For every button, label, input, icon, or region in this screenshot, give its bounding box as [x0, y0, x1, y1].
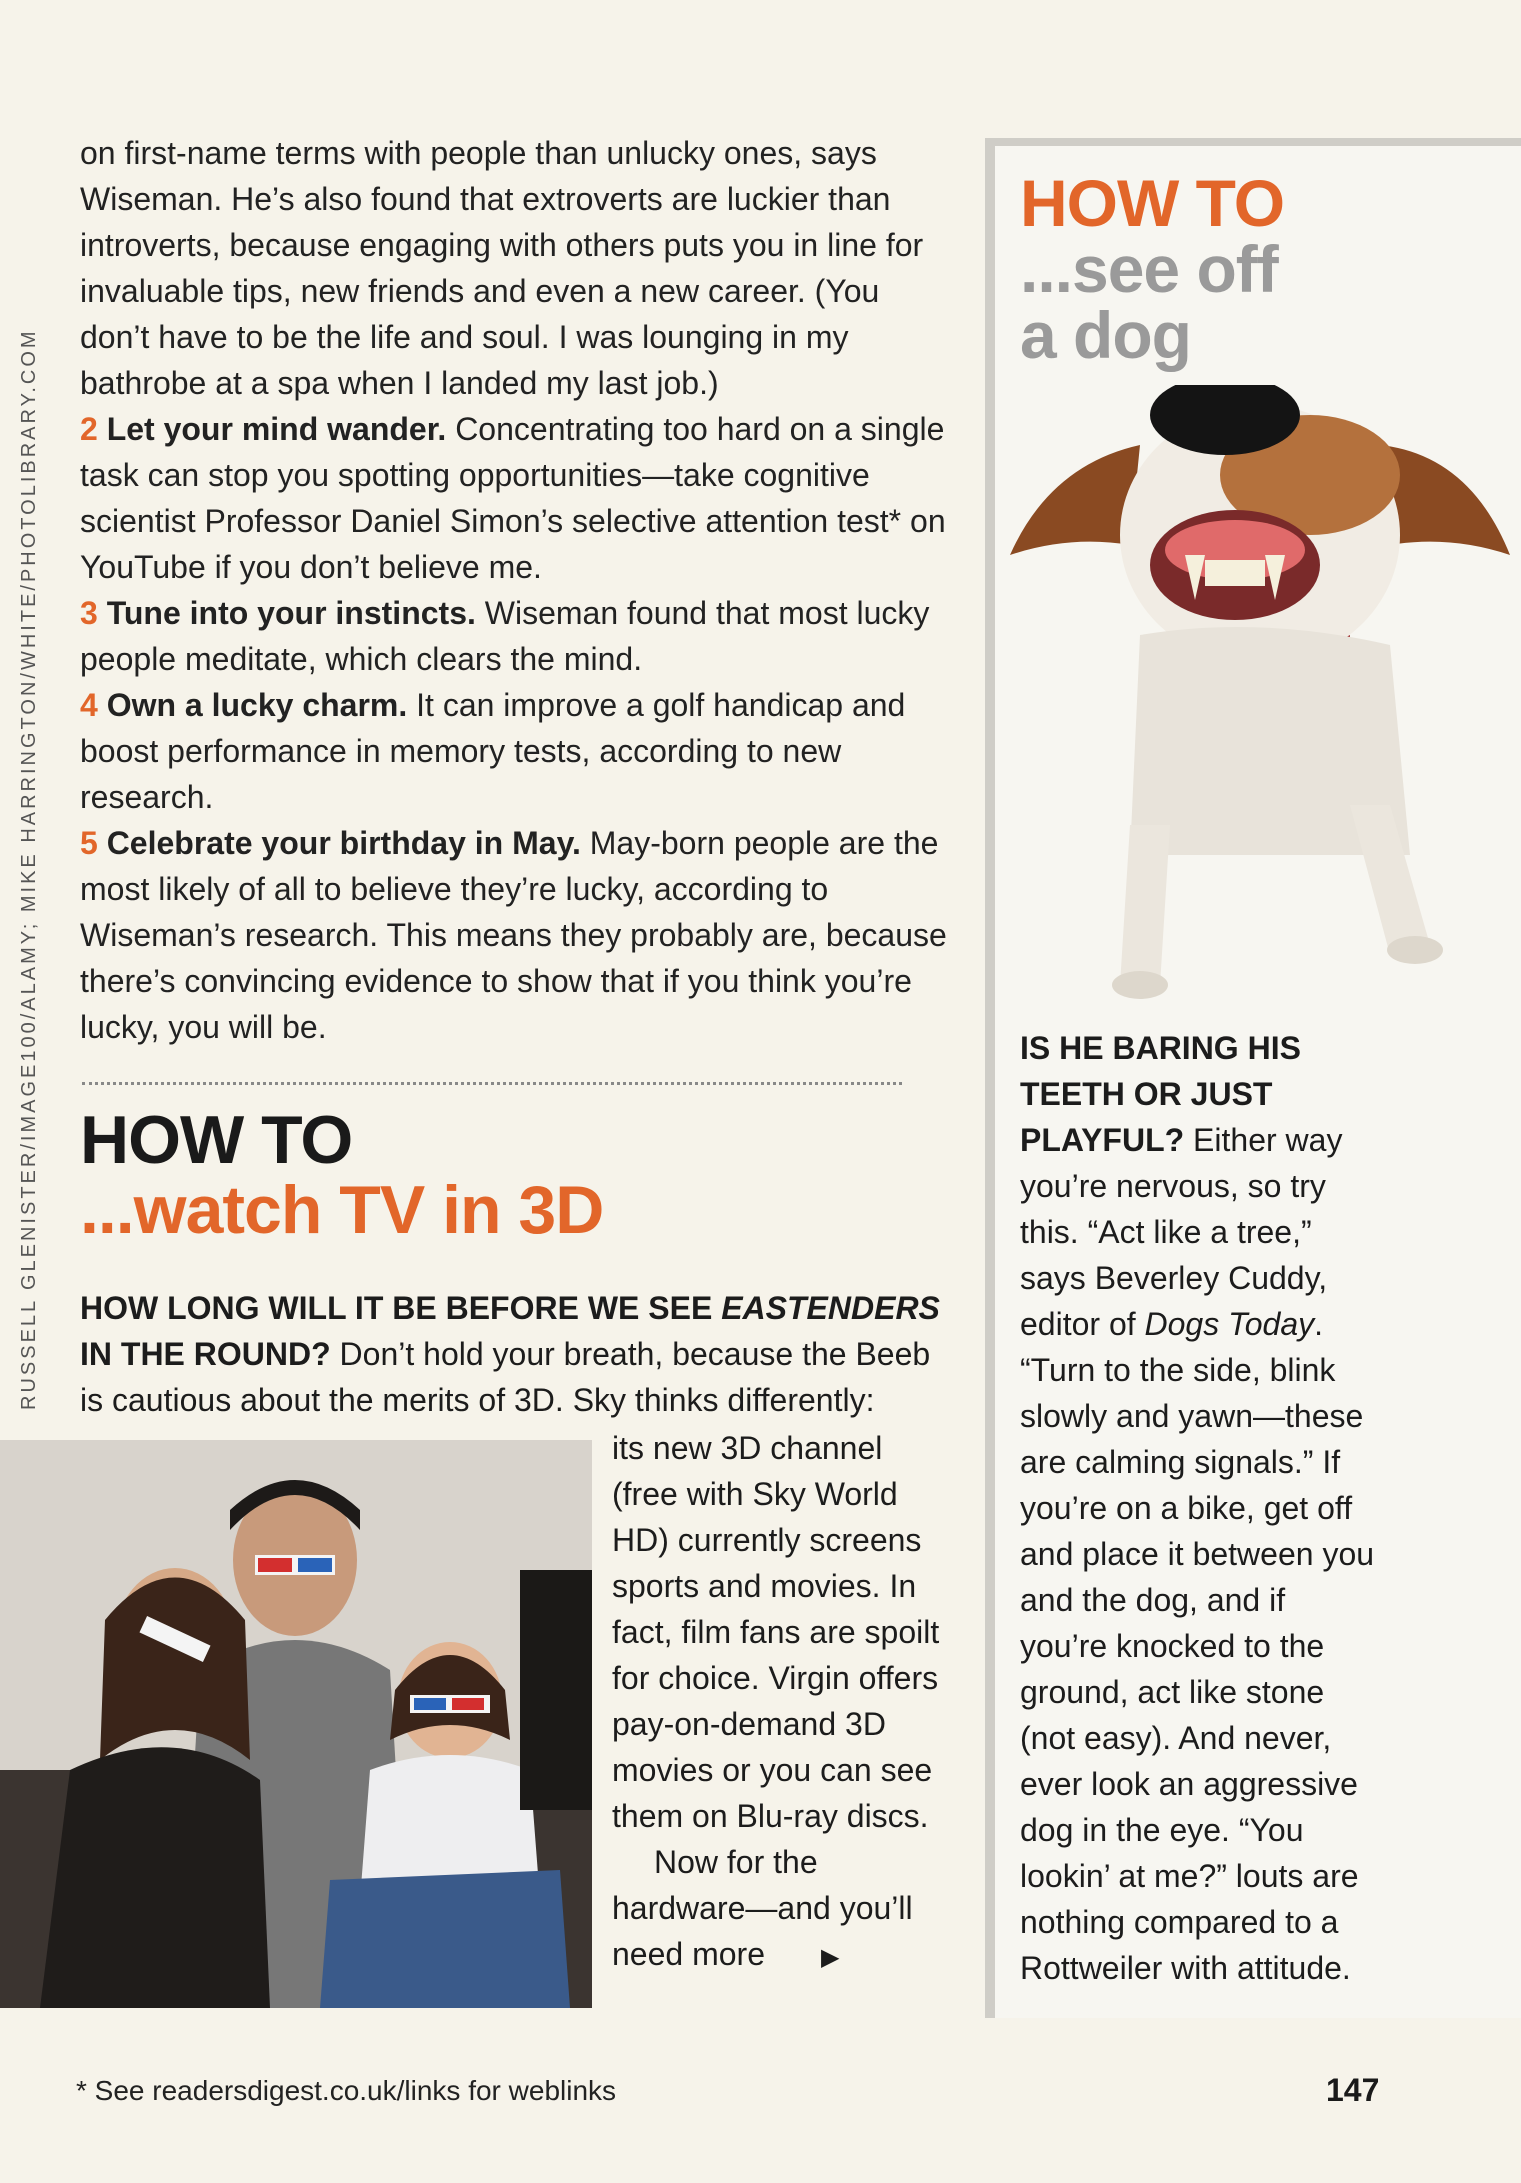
tv-body-paragraph: its new 3D channel (free with Sky World HD) currently screens sports and movies. In fact, film fans are spoilt for choice. Virgin offers pay-on-demand 3D movies or you can see them on Blu-ray discs.	[612, 1430, 940, 1834]
tip-heading: Celebrate your birthday in May.	[106, 825, 581, 861]
continue-arrow-icon: ▶	[820, 1944, 840, 1971]
tip-item	[80, 682, 950, 820]
family-3d-glasses-photo	[0, 1440, 592, 2008]
dog-paragraph	[1020, 1025, 1380, 1991]
tv-intro-text: Don’t hold your breath, because the Beeb is cautious about the merits of 3D. Sky thinks differently:	[80, 1336, 931, 1418]
tip-item	[80, 406, 950, 590]
tip-heading: Tune into your instincts.	[106, 595, 476, 631]
tv-intro-paragraph	[80, 1285, 950, 1423]
tip-text: May-born people are the most likely of all to believe they’re lucky, according to Wiseman’s research. This means they probably are, because there’s convincing evidence to show that if you think you’re lucky, you will be.	[80, 825, 947, 1045]
snarling-dog-photo	[1010, 385, 1510, 1005]
photo-credit: RUSSELL GLENISTER/IMAGE100/ALAMY; MIKE HARRINGTON/WHITE/PHOTOLIBRARY.COM	[18, 328, 40, 1410]
dog-lead: IS HE BARING HIS TEETH OR JUST PLAYFUL?	[1020, 1030, 1301, 1158]
dog-text-a: Either way you’re nervous, so try this. “Act like a tree,” says Beverley Cuddy, editor of	[1020, 1122, 1343, 1342]
tip-heading: Let your mind wander.	[106, 411, 447, 447]
dog-body-text	[1020, 1025, 1380, 1991]
tip-text: Wiseman found that most lucky people meditate, which clears the mind.	[80, 595, 930, 677]
dog-magazine-title: Dogs Today	[1144, 1306, 1315, 1342]
tip-item	[80, 820, 950, 1050]
dog-heading-line2: ...see off	[1020, 232, 1278, 306]
tv-body-text	[612, 1425, 952, 1981]
tip-number: 2	[80, 411, 98, 447]
tv-continue-paragraph	[612, 1839, 952, 1981]
luck-article-text	[80, 130, 950, 1050]
tv-heading-line1: HOW TO	[80, 1102, 353, 1178]
dog-illustration	[1010, 385, 1510, 1005]
tip-item	[80, 590, 950, 682]
tip-number: 3	[80, 595, 98, 631]
dog-heading-line1: HOW TO	[1020, 166, 1285, 240]
tv-continue-text: Now for the hardware—and you’ll need more	[612, 1844, 913, 1972]
tip-text: It can improve a golf handicap and boost performance in memory tests, according to new research.	[80, 687, 906, 815]
tip-heading: Own a lucky charm.	[106, 687, 408, 723]
weblinks-footnote: * See readersdigest.co.uk/links for weblinks	[76, 2075, 617, 2106]
tip-number: 4	[80, 687, 98, 723]
page-number: 147	[1326, 2072, 1380, 2108]
family-photo-illustration	[0, 1440, 592, 2008]
tv-lead-part1: HOW LONG WILL IT BE BEFORE WE SEE	[80, 1290, 722, 1326]
dog-section-heading	[1020, 166, 1480, 372]
tv-lead-part2: IN THE ROUND?	[80, 1336, 331, 1372]
tip-number: 5	[80, 825, 98, 861]
tv-lead-italic: EASTENDERS	[721, 1290, 940, 1326]
dog-text-b: . “Turn to the side, blink slowly and yawn—these are calming signals.” If you’re on a bike, get off and place it between you and the dog, and if you’re knocked to the ground, act like stone (not easy). And never, ever look an aggressive dog in the eye. “You lookin’ at me?” louts are nothing compared to a Rottweiler with attitude.	[1020, 1306, 1375, 1986]
dotted-divider	[82, 1082, 902, 1085]
dog-heading-line3: a dog	[1020, 298, 1191, 372]
tv-section-heading	[80, 1102, 940, 1248]
tip-text: Concentrating too hard on a single task can stop you spotting opportunities—take cognitive scientist Professor Daniel Simon’s selective attention test* on YouTube if you don’t believe me.	[80, 411, 946, 585]
tv-heading-line2: ...watch TV in 3D	[80, 1172, 604, 1248]
intro-paragraph: on first-name terms with people than unlucky ones, says Wiseman. He’s also found that extroverts are luckier than introverts, because engaging with others puts you in line for invaluable tips, new friends and even a new career. (You don’t have to be the life and soul. I was lounging in my bathrobe at a spa when I landed my last job.)	[80, 135, 924, 401]
